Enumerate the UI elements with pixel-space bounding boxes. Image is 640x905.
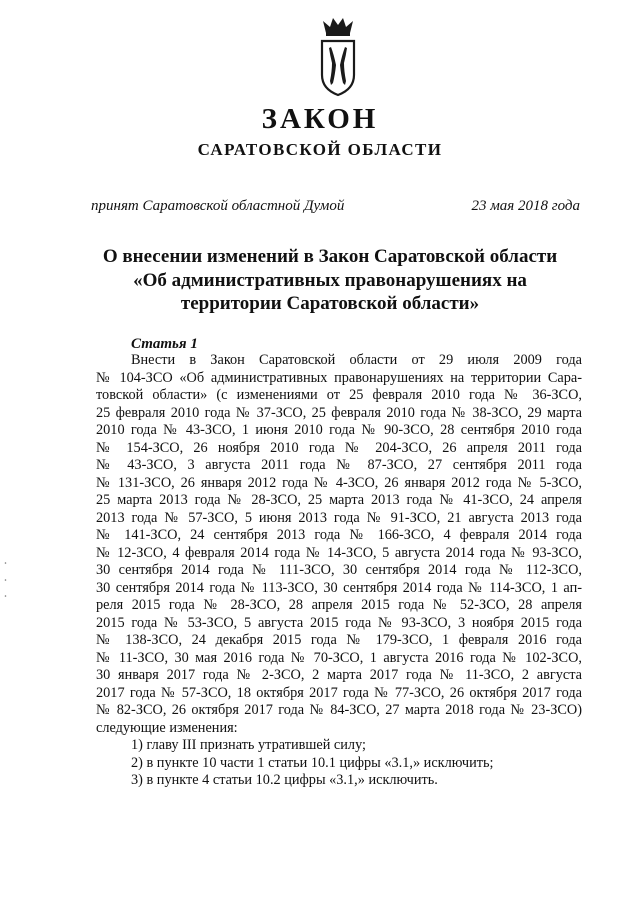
article-text-line: № 138-ЗСО, 24 декабря 2015 года № 179-ЗСО, 1 февраля 2016 года bbox=[96, 632, 582, 648]
law-heading-line: «Об административных правонарушениях на bbox=[133, 269, 527, 291]
article-body bbox=[96, 352, 582, 790]
law-heading bbox=[80, 245, 580, 316]
article-text-line: реля 2015 года № 28-ЗСО, 28 апреля 2015 года № 52-ЗСО, 28 апреля bbox=[96, 597, 582, 613]
article-text-line: 30 января 2017 года № 2-ЗСО, 2 марта 2017 года № 11-ЗСО, 2 августа bbox=[96, 667, 582, 683]
law-region: САРАТОВСКОЙ ОБЛАСТИ bbox=[197, 140, 443, 159]
article-text-line: 25 марта 2013 года № 28-ЗСО, 25 марта 2013 года № 41-ЗСО, 24 апреля bbox=[96, 492, 582, 508]
article-text-line: № 12-ЗСО, 4 февраля 2014 года № 14-ЗСО, 5 августа 2014 года № 93-ЗСО, bbox=[96, 544, 582, 561]
article-text-line: 25 февраля 2010 года № 37-ЗСО, 25 февраля 2010 года № 38-ЗСО, 29 марта bbox=[96, 404, 582, 421]
article-text-line: № 141-ЗСО, 24 сентября 2013 года № 166-ЗСО, 4 февраля 2014 года bbox=[96, 527, 582, 543]
article-text-line: 2010 года № 43-ЗСО, 1 июня 2010 года № 90-ЗСО, 28 сентября 2010 года bbox=[96, 422, 582, 438]
law-heading-line: О внесении изменений в Закон Саратовской области bbox=[102, 246, 558, 267]
saratov-coat-of-arms-icon bbox=[318, 15, 358, 97]
article-text-line: № 43-ЗСО, 3 августа 2011 года № 87-ЗСО, 27 сентября 2011 года bbox=[96, 457, 582, 473]
article-text-line: 2013 года № 57-ЗСО, 5 июня 2013 года № 91-ЗСО, 21 августа 2013 года bbox=[96, 509, 582, 526]
article-text-line: № 154-ЗСО, 26 ноября 2010 года № 204-ЗСО, 26 апреля 2011 года bbox=[96, 439, 582, 456]
adopted-date: 23 мая 2018 года bbox=[471, 198, 580, 214]
article-text-line: 30 сентября 2014 года № 113-ЗСО, 30 сентября 2014 года № 114-ЗСО, 1 ап- bbox=[96, 579, 582, 596]
law-heading-line: территории Саратовской области» bbox=[180, 293, 480, 314]
article-title: Статья 1 bbox=[131, 336, 198, 352]
article-text-line: № 82-ЗСО, 26 октября 2017 года № 84-ЗСО, 27 марта 2018 года № 23-ЗСО) bbox=[96, 702, 582, 718]
article-text-line: 2015 года № 53-ЗСО, 5 августа 2015 года № 93-ЗСО, 3 ноября 2015 года bbox=[96, 614, 582, 631]
law-title: ЗАКОН bbox=[261, 103, 379, 135]
article-text-line: 2017 года № 57-ЗСО, 18 октября 2017 года № 77-ЗСО, 26 октября 2017 года bbox=[96, 684, 582, 701]
adopted-by: принят Саратовской областной Думой bbox=[91, 198, 345, 214]
article-text-line: товской области» (с изменениями от 25 февраля 2010 года № 36-ЗСО, bbox=[96, 387, 582, 403]
article-text-line: № 131-ЗСО, 26 января 2012 года № 4-ЗСО, 26 января 2012 года № 5-ЗСО, bbox=[96, 474, 582, 491]
article-text-line: № 11-ЗСО, 30 мая 2016 года № 70-ЗСО, 1 августа 2016 года № 102-ЗСО, bbox=[96, 649, 582, 666]
article-text-line: № 104-ЗСО «Об административных правонарушениях на территории Сара- bbox=[96, 369, 582, 386]
amendment-item: 2) в пункте 10 части 1 статьи 10.1 цифры «3.1,» исключить; bbox=[131, 754, 494, 771]
amendment-item: 1) главу III признать утратившей силу; bbox=[131, 737, 366, 753]
article-text-line: 30 сентября 2014 года № 111-ЗСО, 30 сентября 2014 года № 112-ЗСО, bbox=[96, 562, 582, 578]
amendment-item: 3) в пункте 4 статьи 10.2 цифры «3.1,» исключить. bbox=[131, 772, 438, 788]
article-text-line: Внести в Закон Саратовской области от 29 июля 2009 года bbox=[131, 352, 582, 368]
scan-margin-mark bbox=[4, 560, 7, 600]
article-text-line: следующие изменения: bbox=[96, 719, 238, 736]
